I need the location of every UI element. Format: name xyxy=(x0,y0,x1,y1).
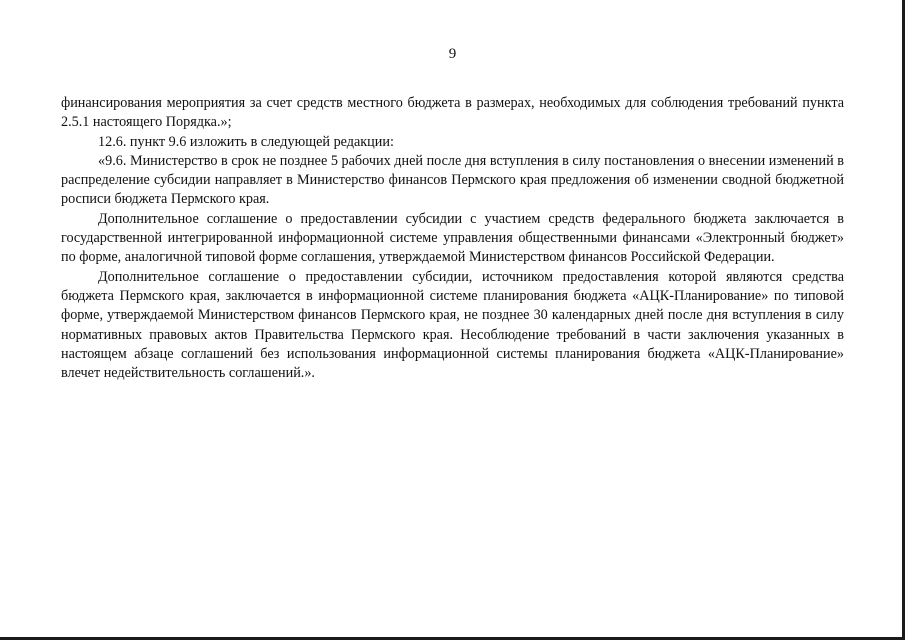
page-number: 9 xyxy=(448,46,457,62)
document-body xyxy=(61,94,844,383)
paragraph-regional-agreement: Дополнительное соглашение о предоставлении субсидии, источником предоставления которой являются средства бюджета Пермского края, заключается в информационной системе планирования бюджета «АЦК-Планирование» по типовой форме, утверждаемой Министерством финансов Пермского края, не позднее 30 календарных дней после дня вступления в силу нормативных правовых актов Правительства Пермского края. Несоблюдение требований в части заключения указанных в настоящем абзаце соглашений без использования информационной системы планирования бюджета «АЦК-Планирование» влечет недействительность соглашений.». xyxy=(61,268,844,382)
paragraph-amendment-12-6: 12.6. пункт 9.6 изложить в следующей редакции: xyxy=(98,133,394,150)
paragraph-federal-agreement: Дополнительное соглашение о предоставлении субсидии с участием средств федерального бюджета заключается в государственной интегрированной информационной системе управления общественными финансами «Электронный бюджет» по форме, аналогичной типовой форме соглашения, утверждаемой Министерством финансов Российской Федерации. xyxy=(61,210,844,266)
paragraph-continuation: финансирования мероприятия за счет средств местного бюджета в размерах, необходимых для соблюдения требований пункта 2.5.1 настоящего Порядка.»; xyxy=(61,95,844,131)
paragraph-clause-9-6: «9.6. Министерство в срок не позднее 5 рабочих дней после дня вступления в силу постановления о внесении изменений в распределение субсидии направляет в Министерство финансов Пермского края предложения об изменении сводной бюджетной росписи бюджета Пермского края. xyxy=(61,152,844,208)
